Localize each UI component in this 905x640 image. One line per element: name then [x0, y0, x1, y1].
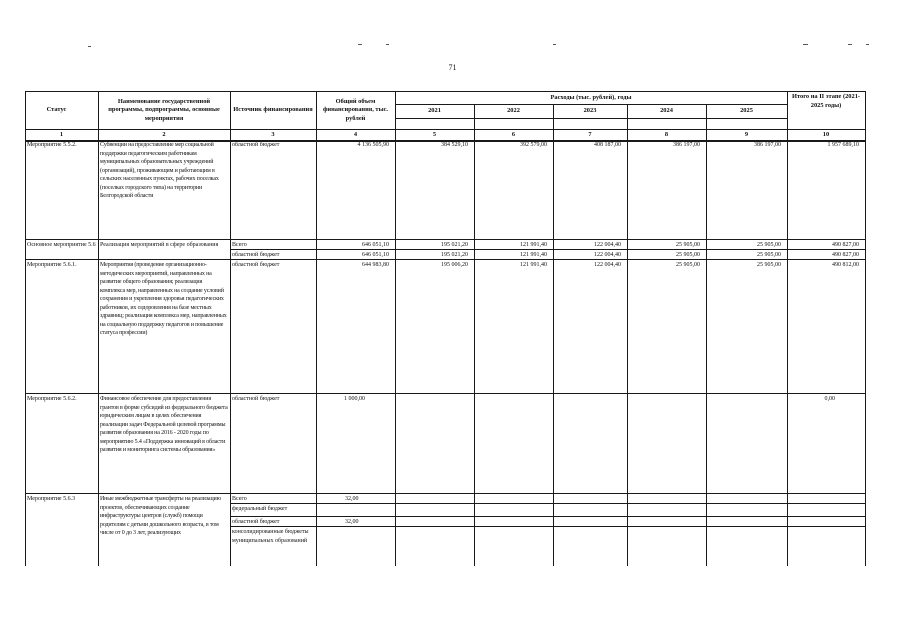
row-name: Субвенции на предоставление мер социальной поддержки педагогическим работникам муниципальных образовательных учреждений (организаций), проживающим и работающим в сельских населенных пунктах, рабочих поселках (поселках городского типа) на территории Белгородской области: [100, 142, 219, 200]
col-number: 2: [162, 130, 166, 138]
header-total: Общий объем финансирования, тыс. рублей: [323, 97, 388, 122]
header-name: Наименование государственной программы, подпрограммы, основные мероприятия: [108, 97, 220, 122]
scan-speck: [386, 44, 389, 45]
table-rule: [230, 91, 231, 566]
scan-speck: [803, 44, 808, 45]
table-rule: [25, 129, 866, 130]
table-rule: [706, 104, 707, 566]
row-source: областной бюджет: [232, 142, 280, 148]
table-rule: [25, 91, 26, 566]
row-source: Всего: [232, 496, 247, 502]
table-rule: [787, 91, 788, 566]
table-rule: [395, 104, 787, 105]
row-stage-total: 1 957 689,10: [827, 142, 859, 148]
row-name: Мероприятия (проведение организационно-методических мероприятий, направленных на развитие общего образования; реализация комплекса мер, направленных на создание условий сохранения и укрепления здоровья педагогических работников, их оздоровления на базе местных здравниц; реализация комплекса мер, направленных на социальную поддержку педагогов и повышение статуса профессии): [100, 262, 227, 337]
table-rule: [627, 104, 628, 566]
table-rule: [25, 493, 866, 494]
row-source: областной бюджет: [232, 396, 280, 402]
row-2023: 122 004,40: [594, 242, 621, 248]
row-2025: 25 905,00: [757, 262, 781, 268]
header-status: Статус: [46, 106, 67, 114]
row-2022: 121 991,40: [520, 262, 547, 268]
row-2022: 121 991,40: [520, 252, 547, 258]
row-total: 1 000,00: [344, 396, 365, 402]
header-expenses: Расходы (тыс. рублей), годы: [550, 93, 632, 101]
row-total: 644 983,80: [362, 262, 389, 268]
row-stage-total: 490 827,00: [832, 242, 859, 248]
row-status: Основное мероприятие 5.6: [27, 242, 96, 248]
row-2024: 25 905,00: [676, 252, 700, 258]
table-rule: [25, 239, 866, 240]
row-source: областной бюджет: [232, 262, 280, 268]
row-stage-total: 490 827,00: [832, 252, 859, 258]
row-name: Финансовое обеспечение для предоставления грантов в форме субсидий из федерального бюджета юридическим лицам в целях обеспечения реализации задач Федеральной целевой программы развития образования на 2016 - 2020 годы по мероприятию 5.4 «Поддержка инноваций в области развития и мониторинга системы образования»: [100, 396, 228, 454]
scan-speck: [848, 44, 852, 45]
col-number: 7: [588, 130, 592, 138]
row-2025: 25 905,00: [757, 252, 781, 258]
scan-speck: [358, 44, 362, 45]
row-2023: 408 187,00: [594, 142, 621, 148]
row-2022: 121 991,40: [520, 242, 547, 248]
row-name: Иные межбюджетные трансферты на реализацию проектов, обеспечивающих создание инфраструктуры центров (служб) помощи родителям с детьми дошкольного возраста, в том числе от 0 до 3 лет, реализующих: [100, 496, 221, 537]
row-total: 4 136 505,90: [357, 142, 389, 148]
table-rule: [395, 118, 787, 119]
row-status: Мероприятие 5.6.3: [27, 496, 76, 502]
col-number: 9: [744, 130, 749, 138]
col-number: 5: [432, 130, 437, 138]
col-number: 1: [59, 130, 64, 138]
table-rule: [474, 104, 475, 566]
row-status: Мероприятие 5.5.2.: [27, 142, 77, 148]
scan-speck: [88, 46, 91, 47]
row-total: 646 051,10: [362, 252, 389, 258]
header-year-2025: 2025: [740, 106, 753, 114]
row-stage-total: 490 812,00: [832, 262, 859, 268]
row-status: Мероприятие 5.6.2.: [27, 396, 77, 402]
row-status: Мероприятие 5.6.1.: [27, 262, 77, 268]
row-source: консолидированные бюджеты муниципальных образований: [232, 529, 309, 544]
page-number: 71: [448, 63, 457, 72]
row-2021: 384 529,10: [441, 142, 468, 148]
row-2023: 122 004,40: [594, 252, 621, 258]
row-2024: 25 905,00: [676, 262, 700, 268]
header-stage-total: Итого на II этапе (2021-2025 годы): [791, 93, 861, 109]
row-2023: 122 004,40: [594, 262, 621, 268]
row-source: областной бюджет: [232, 252, 280, 258]
row-total: 32,00: [345, 496, 359, 502]
header-year-2024: 2024: [660, 106, 673, 114]
row-source: Всего: [232, 242, 247, 248]
header-source: Источник финансирования: [233, 106, 313, 114]
table-rule: [865, 91, 866, 566]
table-rule: [395, 91, 396, 566]
table-rule: [25, 91, 866, 92]
row-total: 646 051,10: [362, 242, 389, 248]
row-2024: 386 197,00: [673, 142, 700, 148]
header-year-2021: 2021: [428, 106, 441, 114]
table-rule: [25, 259, 866, 260]
row-stage-total: 0,00: [824, 396, 835, 402]
col-number: 4: [353, 130, 358, 138]
row-source: федеральный бюджет: [232, 506, 288, 512]
row-2022: 392 579,00: [520, 142, 547, 148]
table-rule: [25, 140, 866, 142]
col-number: 6: [511, 130, 516, 138]
table-rule: [316, 91, 317, 566]
row-total: 32,00: [345, 519, 359, 525]
row-2021: 195 021,20: [441, 242, 468, 248]
table-rule: [230, 516, 866, 517]
table-rule: [230, 249, 866, 250]
col-number: 10: [822, 130, 830, 138]
table-rule: [25, 393, 866, 394]
row-2021: 195 021,20: [441, 252, 468, 258]
row-name: Реализация мероприятий в сфере образования: [100, 242, 219, 248]
row-source: областной бюджет: [232, 519, 280, 525]
row-2025: 25 905,00: [757, 242, 781, 248]
table-rule: [230, 526, 866, 527]
header-year-2022: 2022: [507, 106, 520, 114]
table-rule: [98, 91, 99, 566]
table-rule: [553, 104, 554, 566]
scan-speck: [866, 44, 869, 45]
row-2024: 25 905,00: [676, 242, 700, 248]
table-rule: [230, 503, 866, 504]
row-2025: 386 197,00: [754, 142, 781, 148]
header-year-2023: 2023: [583, 106, 597, 114]
row-2021: 195 006,20: [441, 262, 468, 268]
scan-speck: [553, 44, 556, 45]
col-number: 3: [271, 130, 275, 138]
col-number: 8: [664, 130, 669, 138]
